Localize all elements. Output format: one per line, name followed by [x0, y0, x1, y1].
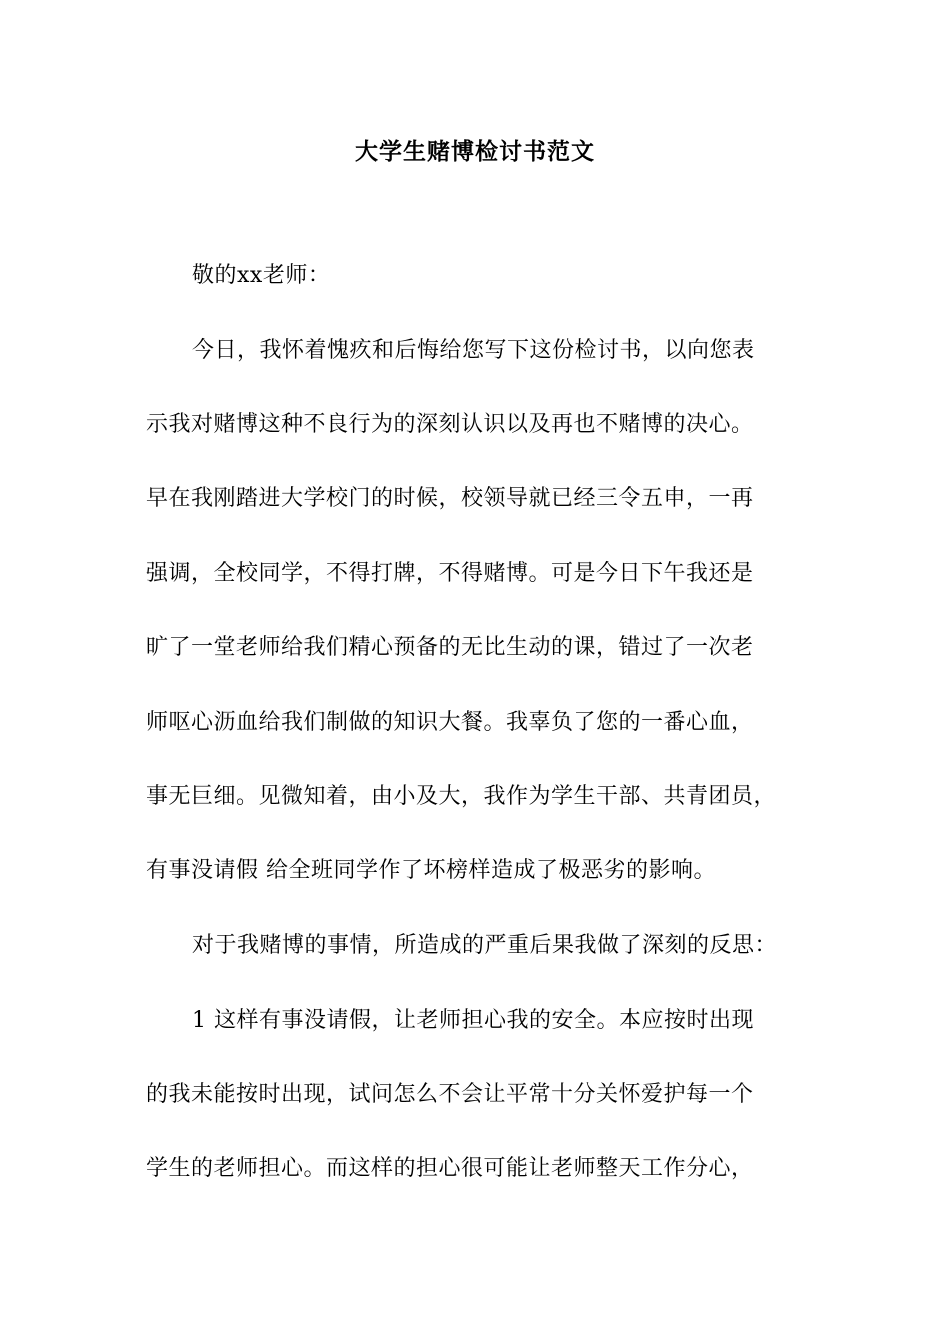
body-line-9: 对于我赌博的事情，所造成的严重后果我做了深刻的反思： — [192, 933, 778, 958]
body-line-3: 早在我刚踏进大学校门的时候，校领导就已经三令五申，一再 — [146, 486, 754, 511]
body-line-10: 1 这样有事没请假，让老师担心我的安全。本应按时出现 — [192, 1008, 754, 1033]
body-line-4: 强调，全校同学，不得打牌，不得赌博。可是今日下午我还是 — [146, 561, 754, 586]
body-line-7: 事无巨细。见微知着，由小及大，我作为学生干部、共青团员， — [146, 784, 777, 809]
document-title: 大学生赌博检讨书范文 — [355, 138, 595, 165]
body-line-1: 今日，我怀着愧疚和后悔给您写下这份检讨书，以向您表 — [192, 338, 755, 363]
salutation-line: 敬的xx老师： — [192, 263, 331, 288]
body-line-11: 的我未能按时出现，试问怎么不会让平常十分关怀爱护每一个 — [146, 1082, 754, 1107]
body-line-2: 示我对赌博这种不良行为的深刻认识以及再也不赌博的决心。 — [146, 412, 754, 437]
body-line-5: 旷了一堂老师给我们精心预备的无比生动的课，错过了一次老 — [146, 635, 754, 660]
body-line-8: 有事没请假 给全班同学作了坏榜样造成了极恶劣的影响。 — [146, 858, 716, 883]
body-line-6: 师呕心沥血给我们制做的知识大餐。我辜负了您的一番心血， — [146, 710, 754, 735]
body-line-12: 学生的老师担心。而这样的担心很可能让老师整天工作分心， — [146, 1156, 754, 1181]
